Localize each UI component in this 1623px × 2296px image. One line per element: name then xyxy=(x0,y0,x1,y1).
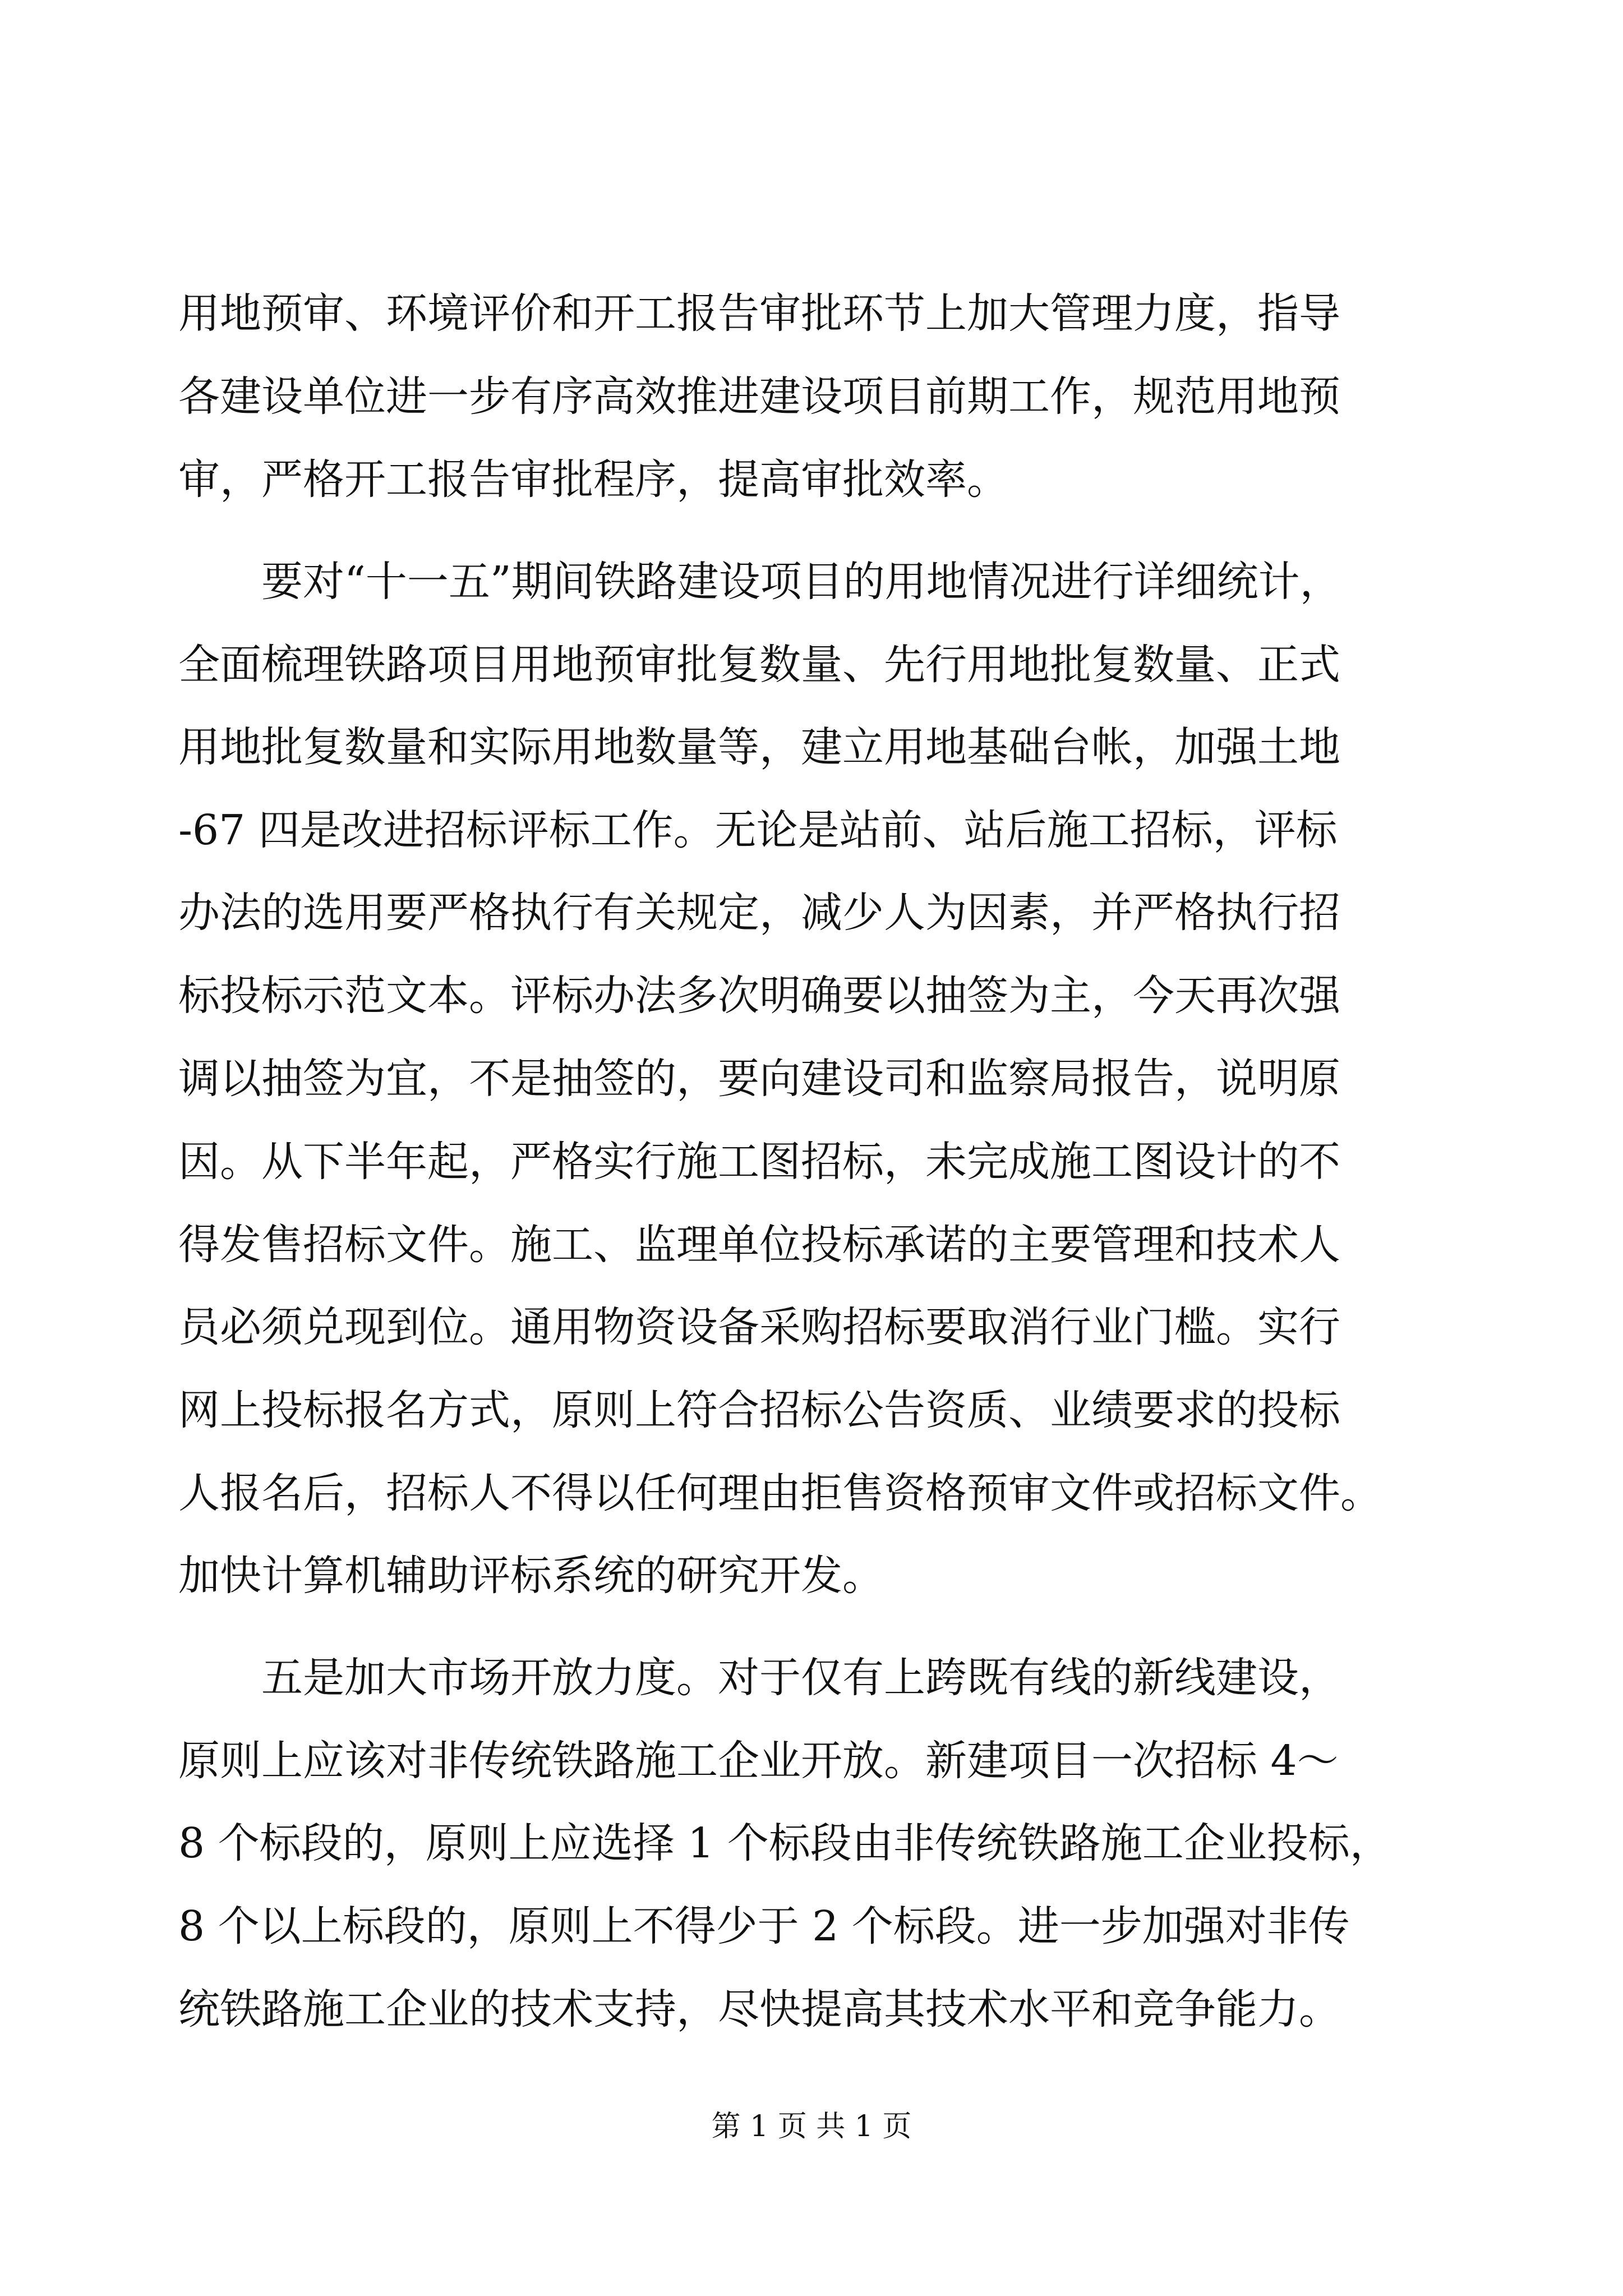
text-line: 人报名后，招标人不得以任何理由拒售资格预审文件或招标文件。 xyxy=(178,1469,1382,1517)
text-line: 用地预审、环境评价和开工报告审批环节上加大管理力度，指导 xyxy=(178,289,1340,338)
page-footer: 第 1 页 共 1 页 xyxy=(711,2110,912,2143)
text-line: 全面梳理铁路项目用地预审批复数量、先行用地批复数量、正式 xyxy=(178,641,1340,689)
text-line: 8 个标段的，原则上应选择 1 个标段由非传统铁路施工企业投标， xyxy=(178,1819,1391,1867)
text-line: 办法的选用要严格执行有关规定，减少人为因素，并严格执行招 xyxy=(178,889,1340,937)
text-line: -67 四是改进招标评标工作。无论是站前、站后施工招标，评标 xyxy=(178,806,1338,854)
text-line: 原则上应该对非传统铁路施工企业开放。新建项目一次招标 4～ xyxy=(178,1737,1339,1785)
text-line: 要对“十一五”期间铁路建设项目的用地情况进行详细统计， xyxy=(178,558,1341,606)
text-line: 员必须兑现到位。通用物资设备采购招标要取消行业门槛。实行 xyxy=(178,1303,1340,1351)
text-line: 五是加大市场开放力度。对于仅有上跨既有线的新线建设， xyxy=(178,1654,1340,1702)
text-line: 因。从下半年起，严格实行施工图招标，未完成施工图设计的不 xyxy=(178,1138,1340,1186)
text-line: 8 个以上标段的，原则上不得少于 2 个标段。进一步加强对非传 xyxy=(178,1902,1350,1950)
text-line: 用地批复数量和实际用地数量等，建立用地基础台帐，加强土地 xyxy=(178,723,1340,771)
text-line: 审，严格开工报告审批程序，提高审批效率。 xyxy=(178,455,1008,504)
text-line: 统铁路施工企业的技术支持，尽快提高其技术水平和竞争能力。 xyxy=(178,1985,1340,2033)
text-line: 得发售招标文件。施工、监理单位投标承诺的主要管理和技术人 xyxy=(178,1221,1340,1269)
text-line: 网上投标报名方式，原则上符合招标公告资质、业绩要求的投标 xyxy=(178,1386,1340,1434)
text-line: 调以抽签为宜，不是抽签的，要向建设司和监察局报告，说明原 xyxy=(178,1055,1340,1103)
text-line: 各建设单位进一步有序高效推进建设项目前期工作，规范用地预 xyxy=(178,372,1340,421)
text-line: 加快计算机辅助评标系统的研究开发。 xyxy=(178,1552,884,1600)
text-line: 标投标示范文本。评标办法多次明确要以抽签为主，今天再次强 xyxy=(178,972,1340,1020)
